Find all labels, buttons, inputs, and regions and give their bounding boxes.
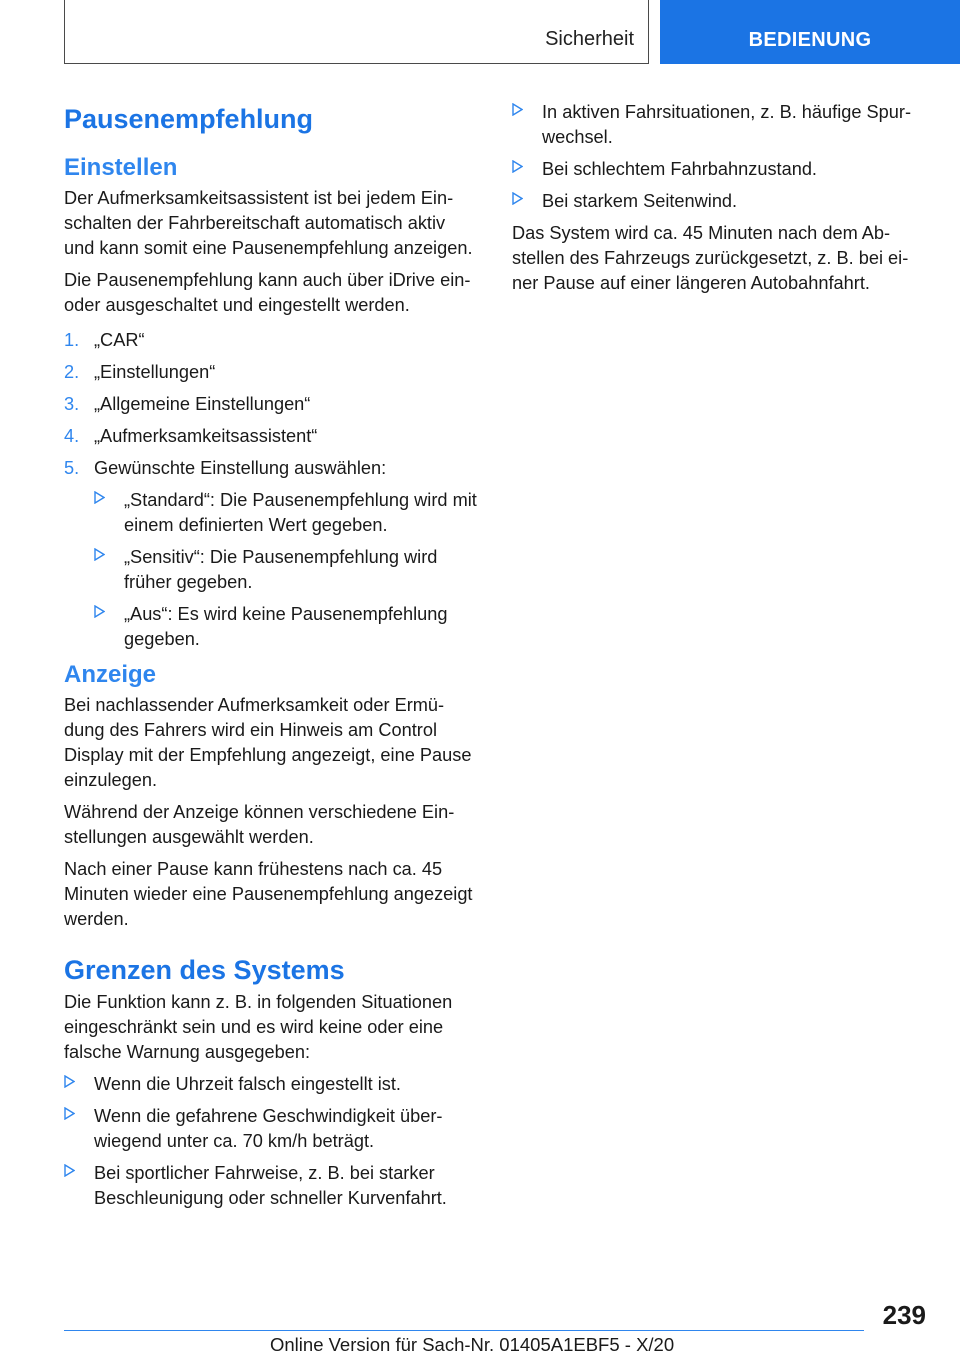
anzeige-paragraph-2: Während der Anzeige können verschiedene Einstellungen ausgewählt werden. <box>64 802 455 847</box>
list-item <box>64 1161 478 1211</box>
section-tab-label: Sicherheit <box>545 28 634 50</box>
heading-einstellen: Einstellen <box>64 154 178 181</box>
limit-text: Wenn die gefahrene Geschwindigkeit überwiegend unter ca. 70 km/h beträgt. <box>94 1106 443 1151</box>
right-column <box>512 100 926 303</box>
limit-text: Wenn die Uhrzeit falsch eingestellt ist. <box>94 1074 401 1094</box>
step-text: „Einstellungen“ <box>94 362 216 382</box>
header-chapter-tab <box>660 0 960 64</box>
list-item <box>512 100 926 150</box>
limits-list <box>64 1072 478 1211</box>
step-number: 4. <box>64 426 80 446</box>
step-text: „Allgemeine Einstellungen“ <box>94 394 311 414</box>
left-column <box>64 100 478 1218</box>
einstellen-paragraph-1: Der Aufmerksamkeitsassistent ist bei jedem Einschalten der Fahrbereitschaft automatisch aktiv und kann somit eine Pausenempfehlung anzeigen. <box>64 188 473 258</box>
triangle-right-outline-icon <box>94 602 124 652</box>
step-text: „Aufmerksamkeitsassistent“ <box>94 426 318 446</box>
anzeige-paragraph-1: Bei nachlassender Aufmerksamkeit oder Ermüdung des Fahrers wird ein Hinweis am Control Display mit der Empfehlung angezeigt, eine Pause einzulegen. <box>64 695 472 790</box>
step-number: 3. <box>64 394 80 414</box>
heading-anzeige: Anzeige <box>64 661 157 688</box>
list-item <box>64 1072 478 1097</box>
footer-divider <box>64 1330 864 1331</box>
triangle-right-outline-icon <box>94 545 124 595</box>
page-title: Pausenempfehlung <box>64 104 314 134</box>
list-item <box>512 157 926 182</box>
einstellen-paragraph-2: Die Pausenempfehlung kann auch über iDrive ein- oder ausgeschaltet und eingestellt werden. <box>64 270 471 315</box>
triangle-right-outline-icon <box>64 1072 94 1097</box>
step-text: Gewünschte Einstellung auswählen: <box>94 458 387 478</box>
step-number: 5. <box>64 458 80 478</box>
settings-options-list <box>94 488 478 652</box>
option-text: „Standard“: Die Pausenempfehlung wird mit einem definierten Wert gegeben. <box>124 490 477 535</box>
list-item <box>94 545 478 595</box>
triangle-right-outline-icon <box>64 1161 94 1211</box>
list-item <box>64 360 478 385</box>
list-item <box>64 328 478 353</box>
heading-grenzen: Grenzen des Systems <box>64 955 345 985</box>
anzeige-paragraph-3: Nach einer Pause kann frühestens nach ca. 45 Minuten wieder eine Pausenempfehlung angezeigt werden. <box>64 859 473 929</box>
page-number: 239 <box>882 1300 926 1330</box>
footer-online-version: Online Version für Sach-Nr. 01405A1EBF5 - X/20 <box>270 1334 675 1355</box>
reset-paragraph: Das System wird ca. 45 Minuten nach dem Abstellen des Fahrzeugs zurückgesetzt, z. B. bei einer Pause auf einer längeren Autobahnfahrt. <box>512 223 909 293</box>
triangle-right-outline-icon <box>512 157 542 182</box>
list-item <box>64 424 478 449</box>
list-item <box>94 602 478 652</box>
list-item <box>64 392 478 417</box>
triangle-right-outline-icon <box>94 488 124 538</box>
step-text: „CAR“ <box>94 330 145 350</box>
header-section-tab <box>64 0 649 64</box>
triangle-right-outline-icon <box>64 1104 94 1154</box>
option-text: „Aus“: Es wird keine Pausenempfehlung gegeben. <box>124 604 448 649</box>
list-item <box>64 1104 478 1154</box>
list-item <box>94 488 478 538</box>
grenzen-paragraph-1: Die Funktion kann z. B. in folgenden Situationen eingeschränkt sein und es wird keine oder eine falsche Warnung ausgegeben: <box>64 992 453 1062</box>
limit-text: In aktiven Fahrsituationen, z. B. häufige Spurwechsel. <box>542 102 912 147</box>
settings-steps-list <box>64 328 478 481</box>
triangle-right-outline-icon <box>512 100 542 150</box>
limit-text: Bei starkem Seitenwind. <box>542 191 738 211</box>
limit-text: Bei schlechtem Fahrbahnzustand. <box>542 159 817 179</box>
chapter-tab-label: BEDIENUNG <box>748 29 872 51</box>
step-number: 2. <box>64 362 80 382</box>
step-number: 1. <box>64 330 80 350</box>
limit-text: Bei sportlicher Fahrweise, z. B. bei starker Beschleunigung oder schneller Kurvenfahrt. <box>94 1163 447 1208</box>
list-item <box>512 189 926 214</box>
option-text: „Sensitiv“: Die Pausenempfehlung wird früher gegeben. <box>124 547 438 592</box>
limits-list-continued <box>512 100 926 214</box>
list-item <box>64 456 478 481</box>
triangle-right-outline-icon <box>512 189 542 214</box>
